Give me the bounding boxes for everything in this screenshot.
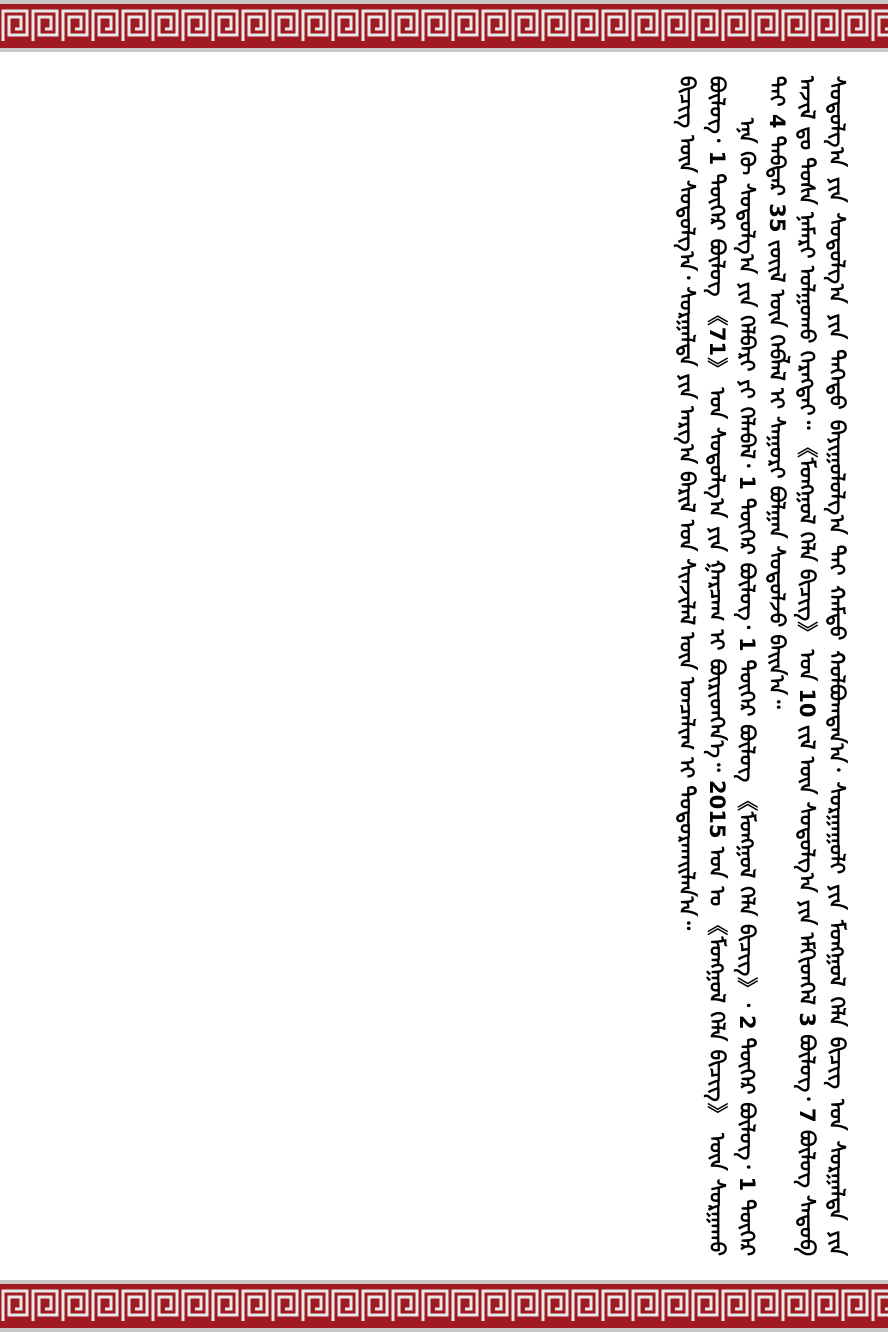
top-decorative-border xyxy=(0,0,888,52)
meander-pattern xyxy=(0,1288,888,1324)
meander-pattern xyxy=(0,8,888,44)
paragraph: ᠡᠨᠡ ᠬᠦ ᠰᠤᠳᠤᠯᠭ᠎ᠠ ᠶᠢᠨ ᠬᠡᠯᠪᠡᠷᠢ ᠶᠢ ᠬᠡᠯᠡᠪᠡᠯ᠂ 1 ᠳᠦᠭᠡᠷ ᠪᠦᠯᠦᠭ᠂ 1 ᠳᠦᠭᠡᠷ ᠪᠦᠯᠦᠭ 《ᠮᠣᠩᠭᠣᠯ ᠬᠡᠯᠡ ᠪᠢᠴᠢᠭ》᠂ 2 ᠳᠦᠭᠡᠷ ᠪᠦᠯᠦᠭ᠂ 1 ᠳᠦᠭᠡᠷ ᠪᠦᠯᠦᠭ᠂ 1 ᠳᠦᠭᠡᠷ ᠪᠦᠯᠦᠭ 《71》 ᠤᠨ ᠰᠤᠳᠤᠯᠭ᠎ᠠ ᠶᠢᠨ ᠭᠠᠷᠴᠠᠭ ᠢ ᠪᠦᠷᠢᠳᠬᠡᠨ᠎ᠡ᠃ 2015 ᠣᠨ ᠤ 《ᠮᠣᠩᠭᠣᠯ ᠬᠡᠯᠡ ᠪᠢᠴᠢᠭ》 ᠦᠨ ᠰᠤᠷᠭᠠᠬᠤ ᠪᠢᠴᠢᠭ ᠦᠨ ᠰᠤᠳᠤᠯᠭ᠎ᠠ᠂ ᠰᠤᠷᠭᠠᠯᠲᠠ ᠶᠢᠨ ᠠᠷᠭ᠎ᠠ ᠪᠠᠷᠢᠯ ᠤᠨ ᠰᠢᠨᠵᠢᠯᠡᠯ ᠦᠨ ᠣᠨᠴᠠᠯᠢᠭ ᠢ ᠲᠣᠳᠣᠷᠬᠠᠢᠯᠠᠨ᠎ᠠ᠃ xyxy=(675,76,759,1256)
bottom-decorative-border xyxy=(0,1280,888,1332)
paragraph: ᠰᠤᠳᠤᠯᠭ᠎ᠠ ᠶᠢᠨ ᠰᠤᠳᠤᠯᠭ᠎ᠠ ᠶᠢᠨ ᠳᠡᠭᠡᠳᠦ ᠪᠠᠶᠢᠭᠤᠯᠤᠯᠭ᠎ᠠ ᠲᠠᠢ ᠬᠠᠮᠲᠤ ᠬᠣᠯᠪᠣᠭᠳᠠᠨ᠎ᠠ᠂ ᠰᠤᠷᠭᠠᠭᠤᠯᠢ ᠶᠢᠨ ᠮᠣᠩᠭᠣᠯ ᠬᠡᠯᠡ ᠪᠢᠴᠢᠭ ᠤᠨ ᠰᠤᠷᠭᠠᠯᠲᠠ ᠶᠢᠨ ᠠᠵᠢᠯ ᠳᠤ ᠳᠤᠰᠠ ᠨᠡᠮᠡᠷᠢ ᠣᠯᠭᠤᠬᠤ ᠬᠡᠷᠡᠭᠲᠡᠢ᠃ 《ᠮᠣᠩᠭᠣᠯ ᠬᠡᠯᠡ ᠪᠢᠴᠢᠭ》 ᠤᠨ 10 ᠵᠢᠯ ᠦᠨ ᠰᠤᠳᠤᠯᠭ᠎ᠠ ᠶᠢᠨ ᠡᠮᠬᠢᠳᠬᠡᠯ 3 ᠪᠦᠯᠦᠭ᠂ 7 ᠪᠦᠯᠦᠭ ᠰᠡᠳᠦᠪ ᠲᠠᠢ 4 ᠳᠡᠪᠲᠡᠷ 35 ᠵᠦᠢᠯ ᠦᠨ ᠬᠡᠪᠯᠡᠯ ᠢ ᠰᠠᠭᠤᠷᠢ ᠪᠣᠯᠭᠠᠨ ᠰᠤᠳᠤᠯᠵᠤ ᠪᠠᠢᠨ᠎ᠠ᠃ xyxy=(765,76,849,1256)
vertical-script-frame xyxy=(0,52,888,1280)
page-content xyxy=(0,52,888,1280)
border-rule xyxy=(0,1328,888,1332)
border-rule xyxy=(0,0,888,4)
body-text xyxy=(32,76,852,1256)
border-rule xyxy=(0,1280,888,1284)
